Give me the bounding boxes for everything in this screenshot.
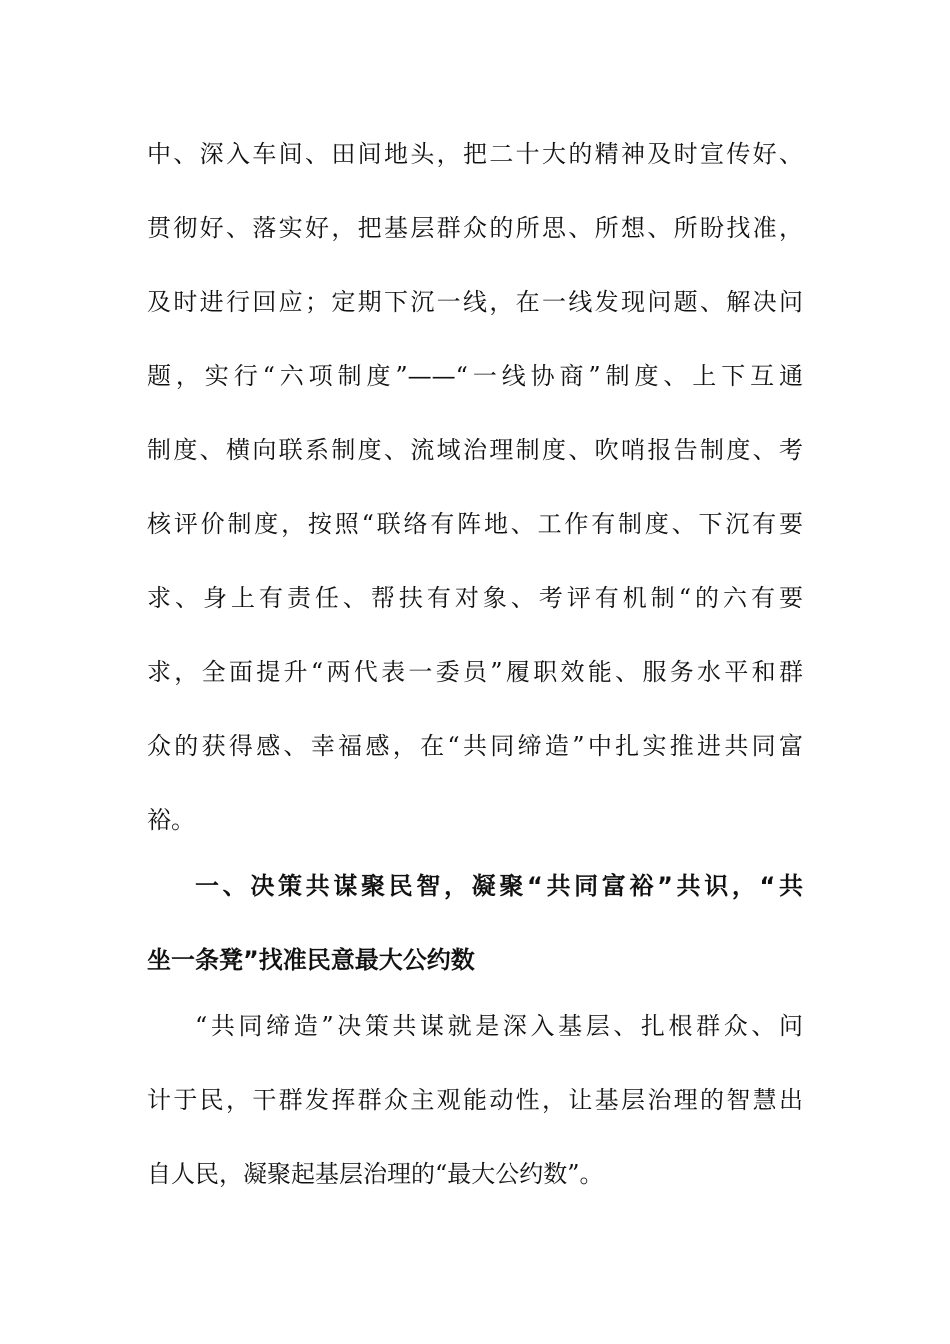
- paragraph-line: 众的获得感、幸福感，在“共同缔造”中扎实推进共同富: [147, 732, 803, 760]
- paragraph-line: 制度、横向联系制度、流域治理制度、吹哨报告制度、考: [147, 436, 803, 464]
- paragraph-line: 自人民，凝聚起基层治理的“最大公约数”。: [147, 1160, 604, 1188]
- paragraph-line: 裕。: [147, 806, 195, 834]
- section-heading: 坐一条凳”找准民意最大公约数: [147, 946, 475, 974]
- paragraph-line: 求、身上有责任、帮扶有对象、考评有机制“的六有要: [147, 584, 803, 612]
- paragraph-line: 计于民，干群发挥群众主观能动性，让基层治理的智慧出: [147, 1086, 803, 1114]
- section-heading: 一、决策共谋聚民智，凝聚“共同富裕”共识，“共: [195, 872, 803, 900]
- paragraph-line: 贯彻好、落实好，把基层群众的所思、所想、所盼找准，: [147, 214, 803, 242]
- paragraph-line: 核评价制度，按照“联络有阵地、工作有制度、下沉有要: [147, 510, 803, 538]
- paragraph-line: 求，全面提升“两代表一委员”履职效能、服务水平和群: [147, 658, 803, 686]
- paragraph-line: 及时进行回应；定期下沉一线，在一线发现问题、解决问: [147, 288, 803, 316]
- paragraph-line: “共同缔造”决策共谋就是深入基层、扎根群众、问: [195, 1012, 803, 1040]
- paragraph-line: 题，实行“六项制度”——“一线协商”制度、上下互通: [147, 362, 803, 390]
- paragraph-line: 中、深入车间、田间地头，把二十大的精神及时宣传好、: [147, 140, 803, 168]
